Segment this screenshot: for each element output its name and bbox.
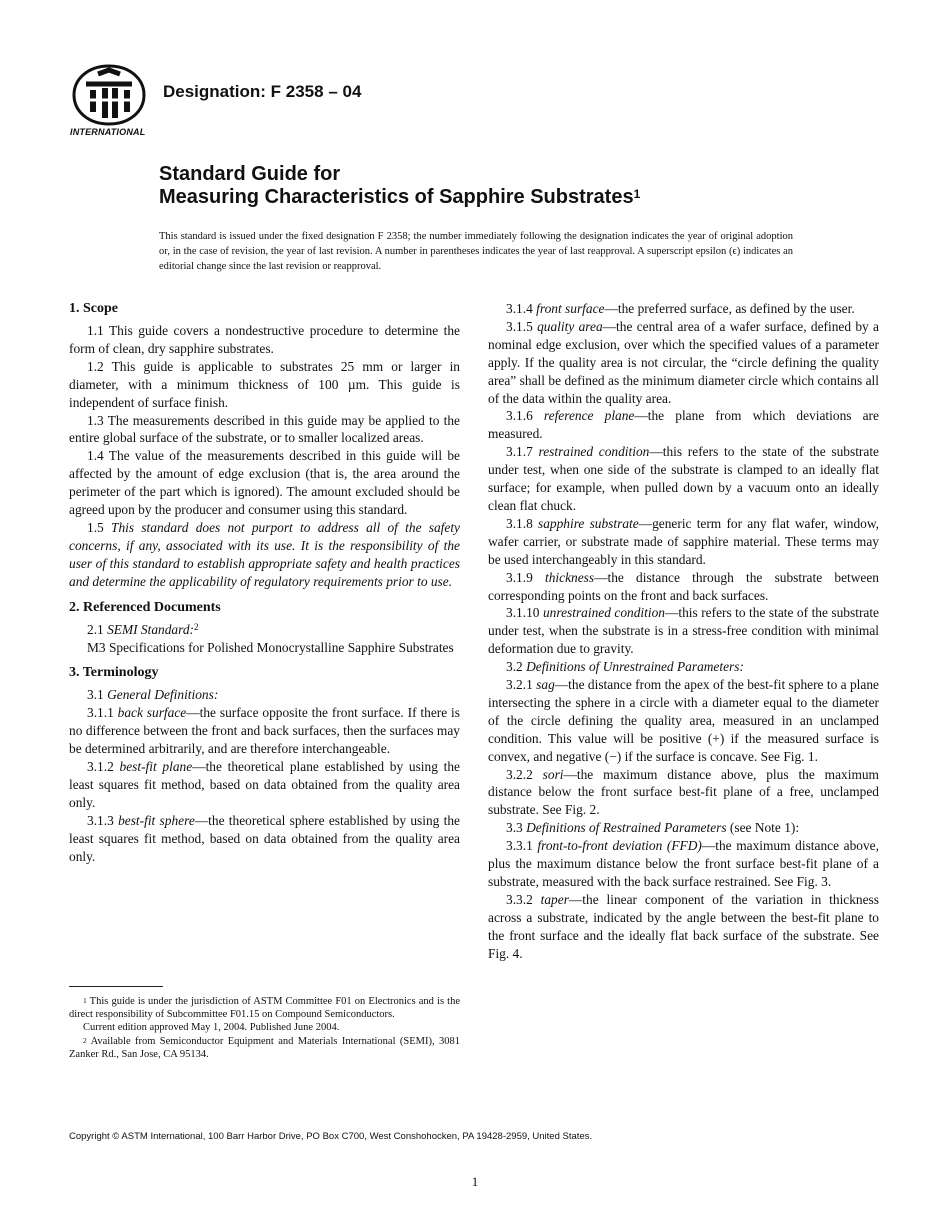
defined-term: front surface — [536, 301, 605, 316]
clause-number: 3.2.1 — [506, 677, 537, 693]
definition-text: —the plane from which deviations are measured. — [488, 408, 879, 442]
clause-number: 3.1.10 — [506, 605, 543, 621]
copyright-line: Copyright © ASTM International, 100 Barr Harbor Drive, PO Box C700, West Conshohocken, PA 19428-2959, United States. — [69, 1131, 593, 1142]
paragraph-2-1 — [69, 621, 460, 639]
right-column — [488, 300, 879, 963]
title-main: Measuring Characteristics of Sapphire Substrates — [159, 186, 634, 208]
clause-number: 2.1 — [87, 621, 108, 637]
definition-text: —the central area of a wafer surface, defined by a nominal edge exclusion, over which the specified values of a parameter apply. If the quality area is not circular, the “circle defining the quality area” shall be defined as the minimum diameter circle which contains all of the data within the quality area. — [488, 318, 879, 406]
definition-text: —the theoretical plane established by using the least squares fit method, based on data obtained from the quality area only. — [69, 759, 460, 810]
definition-unrestrained-condition — [488, 604, 879, 658]
section-heading-scope: 1. Scope — [69, 301, 118, 316]
definition-text: —this refers to the state of the substrate under test, when the substrate is in a stress-free condition with minimal deformation due to gravity. — [488, 605, 880, 657]
paragraph-1-3: 1.3 The measurements described in this guide may be applied to the entire global surface of the substrate, or to smaller localized areas. — [69, 412, 460, 446]
definition-text: —generic term for any flat wafer, window, wafer carrier, or substrate made of sapphire material. These terms may be used interchangeably in this standard. — [488, 515, 879, 567]
clause-number: 3.3.1 — [506, 838, 538, 854]
reference-m3: M3 Specifications for Polished Monocrystalline Sapphire Substrates — [87, 639, 454, 655]
left-column — [69, 300, 460, 865]
definition-sapphire-substrate — [488, 515, 879, 569]
footnote-text: This guide is under the jurisdiction of ASTM Committee F01 on Electronics and is the direct responsibility of Subcommittee F01.15 on Compound Semiconductors. — [69, 996, 460, 1021]
definition-text: —the distance through the substrate between corresponding points on the front and back surfaces. — [488, 569, 879, 603]
clause-number: 3.1.9 — [506, 569, 545, 585]
logo-international-text: INTERNATIONAL — [70, 127, 146, 137]
clause-number: 3.3.2 — [506, 891, 541, 907]
defined-term: best-fit plane — [119, 759, 193, 775]
definition-thickness — [488, 569, 879, 605]
section-heading-terminology: 3. Terminology — [69, 665, 159, 681]
definition-front-surface — [488, 300, 879, 318]
document-title — [159, 163, 640, 209]
paragraph-1-1: 1.1 This guide covers a nondestructive procedure to determine the form of clean, dry sapphire substrates. — [69, 323, 460, 356]
clause-number: 1.5 — [87, 519, 111, 535]
definition-best-fit-sphere — [69, 812, 460, 866]
clause-number: 3.1.2 — [87, 759, 120, 775]
definition-sori — [488, 766, 879, 820]
definition-sag — [488, 676, 879, 766]
footnote-2 — [69, 1035, 460, 1061]
footnote-1 — [69, 995, 460, 1021]
definition-text: —the distance from the apex of the best-fit sphere to a plane intersecting the sphere in a circle with a diameter equal to the diameter of the circle defining the quality area, measured in an unclamped condition. This value will be positive (+) if the measured surface is convex, and negative (−) if the surface is concave. See Fig. 1. — [488, 677, 879, 764]
semi-standard-label: SEMI Standard: — [107, 621, 194, 637]
clause-number: 3.1.5 — [506, 318, 538, 334]
paragraph-3-2 — [488, 658, 879, 676]
definition-quality-area — [488, 318, 879, 408]
footnote-divider — [69, 986, 163, 987]
footnote-mark: 2 — [83, 1035, 87, 1045]
clause-number: 3.1.4 — [506, 301, 537, 316]
clause-number: 3.1.3 — [87, 812, 119, 828]
paragraph-3-3 — [488, 819, 879, 837]
title-line-2 — [159, 186, 640, 209]
defined-term: quality area — [537, 318, 603, 334]
designation: Designation: F 2358 – 04 — [163, 82, 362, 101]
footnote-mark: 1 — [83, 996, 87, 1005]
definition-best-fit-plane — [69, 758, 460, 812]
defined-term: sapphire substrate — [538, 515, 639, 531]
footnote-1-edition: Current edition approved May 1, 2004. Published June 2004. — [83, 1022, 340, 1034]
defined-term: thickness — [545, 569, 595, 585]
definition-taper — [488, 891, 879, 963]
defined-term: best-fit sphere — [118, 812, 195, 828]
defined-term: reference plane — [543, 408, 635, 424]
definition-text: —the theoretical sphere established by using the least squares fit method, based on data obtained from the quality area only. — [69, 812, 460, 864]
safety-statement: This standard does not purport to address all of the safety concerns, if any, associated with its use. It is the responsibility of the user of this standard to establish appropriate safety and health practices and determine the applicability of regulatory requirements prior to use. — [69, 519, 460, 589]
note-reference: (see Note 1): — [726, 820, 800, 836]
defined-term: unrestrained condition — [542, 605, 665, 621]
footnotes — [69, 995, 460, 1061]
definition-text: —the maximum distance above, plus the maximum distance below the front surface best-fit plane of a substrate, measured with the back surface restrained. See Fig. 3. — [488, 838, 879, 889]
definition-text: —the maximum distance above, plus the maximum distance below the front surface best-fit plane of a free, unclamped substrate. See Fig. 2. — [488, 766, 879, 818]
clause-number: 3.1.7 — [506, 444, 539, 460]
subsection-title: Definitions of Restrained Parameters — [526, 820, 727, 836]
defined-term: sori — [542, 766, 564, 782]
clause-number: 3.2 — [506, 659, 527, 675]
clause-number: 3.2.2 — [506, 766, 543, 782]
footnote-mark-2: 2 — [194, 621, 199, 632]
clause-number: 3.1.1 — [87, 705, 118, 721]
paragraph-1-5 — [69, 519, 460, 591]
clause-number: 3.1 — [87, 687, 108, 703]
paragraph-1-4: 1.4 The value of the measurements described in this guide will be affected by the amount of edge exclusion (that is, the area around the perimeter of the part which is ignored). The amount excluded should be agreed upon by the producer and consumer using this standard. — [69, 448, 460, 518]
section-heading-referenced-documents: 2. Referenced Documents — [69, 599, 221, 615]
subsection-title: Definitions of Unrestrained Parameters: — [526, 659, 744, 675]
defined-term: back surface — [117, 705, 187, 721]
definition-text: —the surface opposite the front surface. If there is no difference between the front and back surfaces, then the surfaces may be determined arbitrarily, and are therefore interchangeable. — [69, 705, 460, 757]
definition-text: —the linear component of the variation in thickness across a substrate, indicated by the angle between the best-fit plane to the front surface and the ideally flat back surface of the substrate. See Fig. 4. — [488, 891, 879, 961]
title-footnote-mark: 1 — [633, 187, 641, 201]
defined-term: restrained condition — [538, 444, 650, 460]
page-number: 1 — [471, 1174, 479, 1189]
clause-number: 3.1.8 — [506, 515, 538, 531]
defined-term: taper — [540, 891, 569, 907]
title-line-1: Standard Guide for — [159, 163, 341, 185]
definition-restrained-condition — [488, 443, 879, 515]
paragraph-3-1 — [69, 686, 460, 704]
definition-back-surface — [69, 704, 460, 758]
definition-text: —the preferred surface, as defined by the user. — [604, 301, 855, 316]
footnote-text: Available from Semiconductor Equipment and Materials International (SEMI), 3081 Zanker Rd., San Jose, CA 95134. — [69, 1035, 460, 1060]
definition-ffd — [488, 837, 879, 891]
paragraph-1-2: 1.2 This guide is applicable to substrates 25 mm or larger in diameter, with a minimum thickness of 100 µm. This guide is independent of surface finish. — [69, 358, 460, 410]
issue-note: This standard is issued under the fixed designation F 2358; the number immediately following the designation indicates the year of original adoption or, in the case of revision, the year of last revision. A number in parentheses indicates the year of last reapproval. A superscript epsilon (ϵ) indicates an editorial change since the last revision or reapproval. — [159, 231, 793, 272]
definition-reference-plane — [488, 407, 879, 443]
subsection-title: General Definitions: — [107, 687, 219, 703]
definition-text: —this refers to the state of the substrate under test, when one side of the substrate is clamped to an ideally flat surface; for example, when pulled down by a vacuum onto an ideally clean flat chuck. — [488, 444, 879, 513]
clause-number: 3.3 — [506, 820, 527, 836]
defined-term: front-to-front deviation (FFD) — [537, 838, 702, 854]
defined-term: sag — [536, 677, 555, 693]
clause-number: 3.1.6 — [506, 408, 544, 424]
